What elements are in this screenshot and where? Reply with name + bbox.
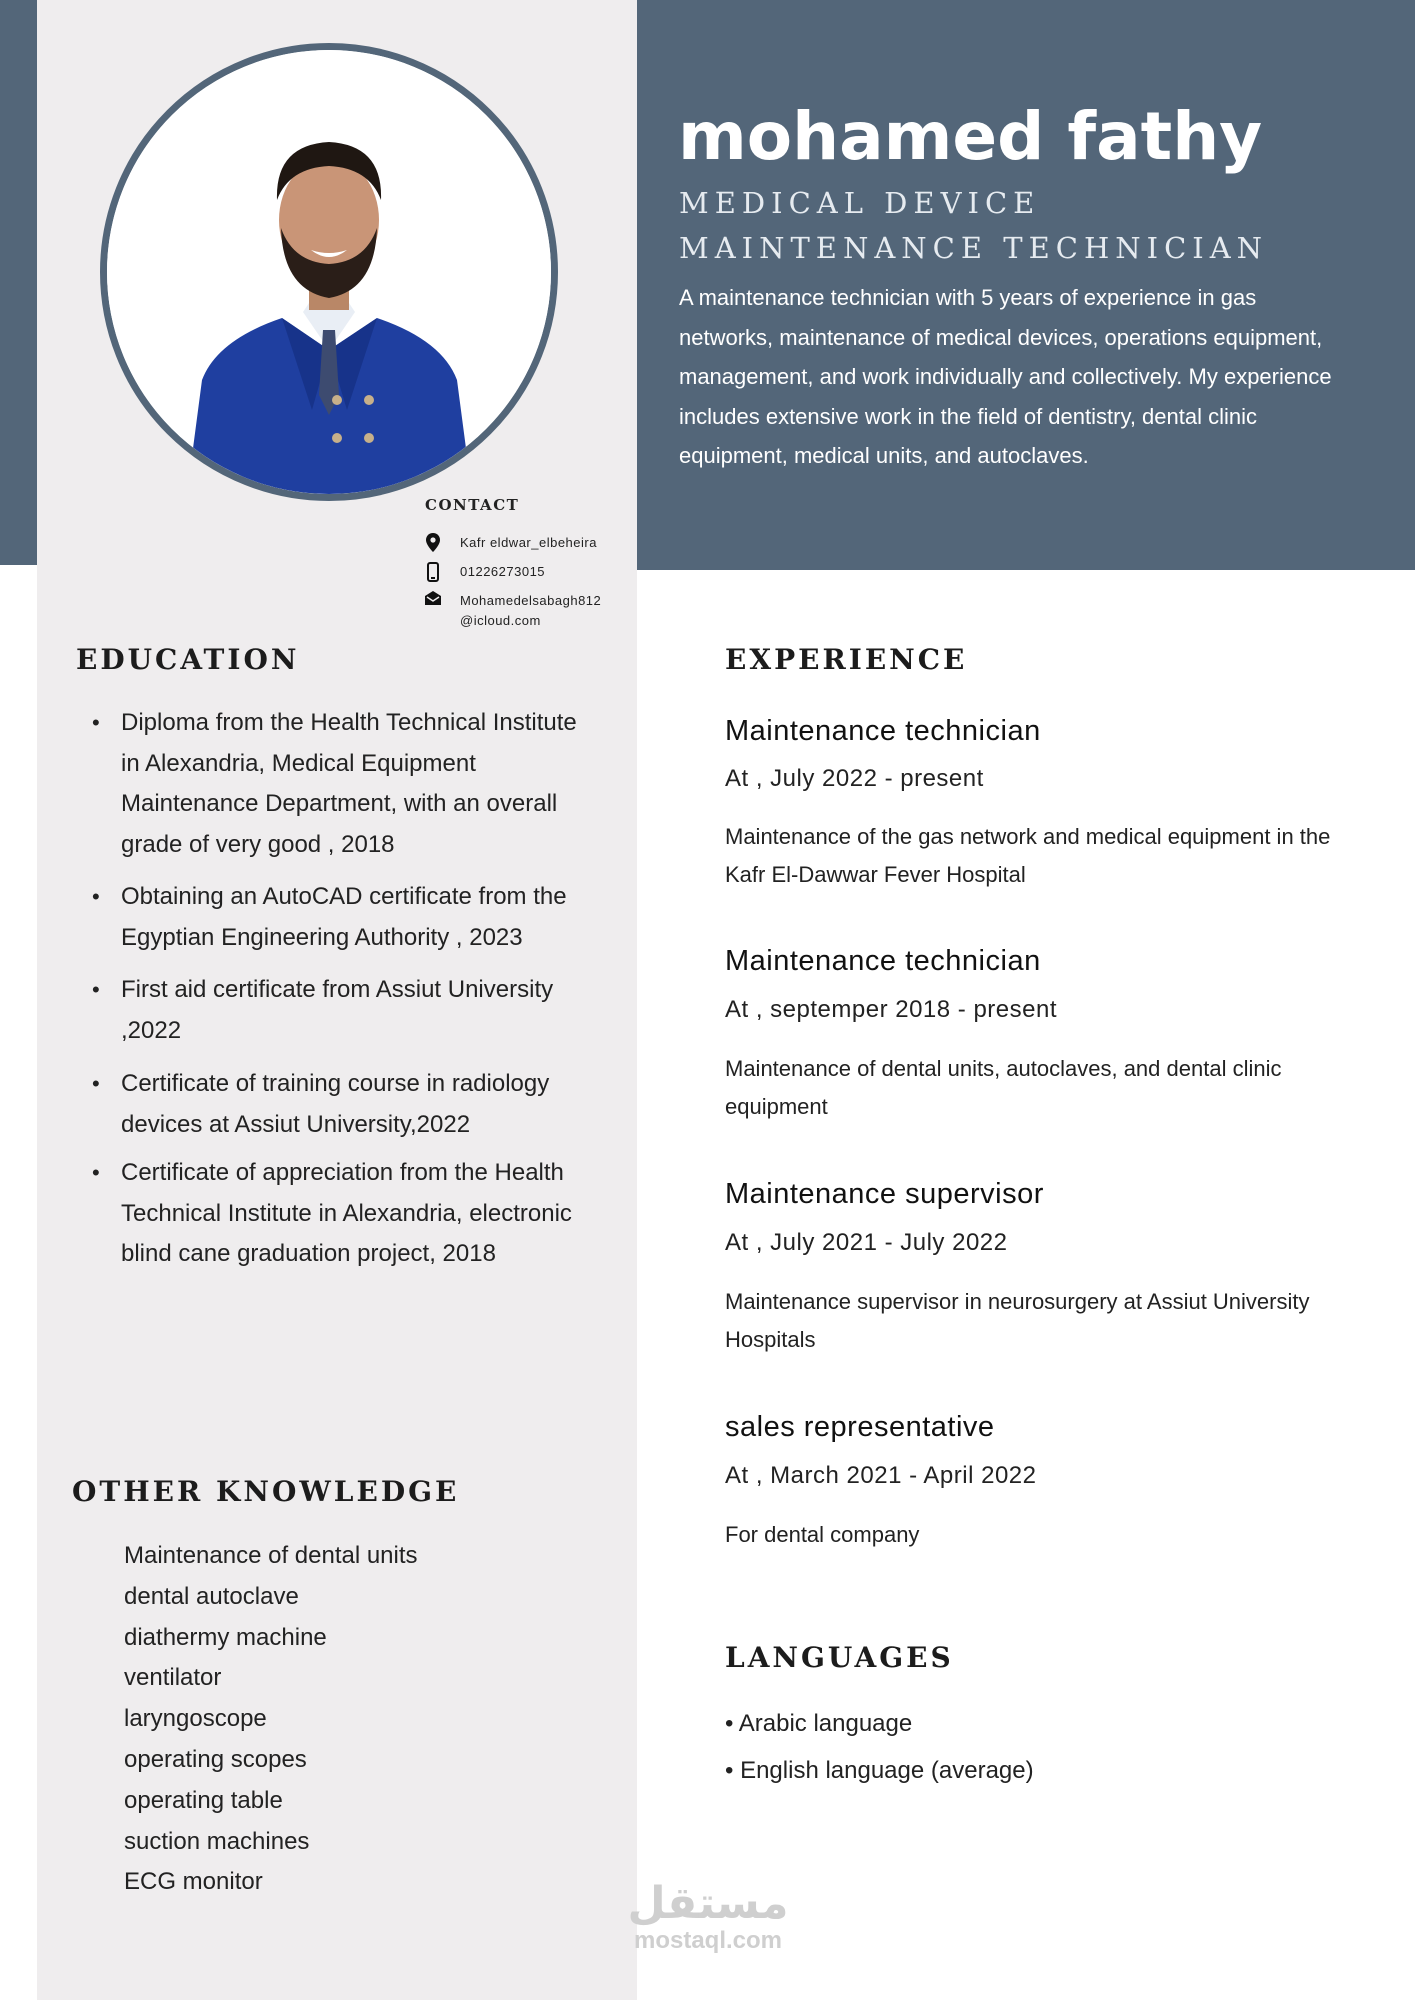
- knowledge-item: operating scopes: [124, 1745, 307, 1773]
- other-knowledge-heading: OTHER KNOWLEDGE: [72, 1475, 460, 1508]
- job-title-line-1: MEDICAL DEVICE: [679, 186, 1041, 220]
- experience-description: Maintenance of dental units, autoclaves, and dental clinic equipment: [725, 1056, 1282, 1119]
- job-title: [679, 181, 1268, 271]
- experience-title: Maintenance technician: [725, 715, 1041, 747]
- experience-date: At , March 2021 - April 2022: [725, 1462, 1037, 1489]
- languages-heading: LANGUAGES: [725, 1641, 954, 1674]
- knowledge-item: laryngoscope: [124, 1705, 267, 1733]
- profile-photo: [100, 43, 558, 501]
- knowledge-item: suction machines: [124, 1827, 310, 1855]
- profile-summary: A maintenance technician with 5 years of experience in gas networks, maintenance of medical devices, operations equipment, management, and work individually and collectively. My experience includes extensive work in the field of dentistry, dental clinic equipment, medical units, and autoclaves.: [679, 285, 1332, 468]
- experience-title: Maintenance technician: [725, 945, 1041, 977]
- job-title-line-2: MAINTENANCE TECHNICIAN: [679, 231, 1269, 265]
- watermark-logo: مستقل: [627, 1878, 789, 1929]
- experience-description: For dental company: [725, 1522, 920, 1547]
- experience-date: At , July 2022 - present: [725, 765, 984, 792]
- languages-list: [725, 1700, 1034, 1794]
- knowledge-item: dental autoclave: [124, 1582, 299, 1610]
- person-portrait-icon: [107, 50, 551, 494]
- location-pin-icon: [425, 533, 441, 553]
- mail-icon: [425, 591, 441, 611]
- experience-date: At , septemper 2018 - present: [725, 996, 1058, 1023]
- experience-title: Maintenance supervisor: [725, 1178, 1044, 1210]
- education-item: • Diploma from the Health Technical Institute in Alexandria, Medical Equipment Maintenance Department, with an overall grade of very good , 2018: [92, 703, 582, 865]
- language-item: • English language (average): [725, 1757, 1034, 1784]
- education-item: • First aid certificate from Assiut University ,2022: [92, 970, 582, 1051]
- knowledge-item: ventilator: [124, 1664, 222, 1692]
- contact-email[interactable]: [425, 591, 601, 631]
- knowledge-item: operating table: [124, 1786, 283, 1814]
- watermark-url: mostaql.com: [633, 1927, 783, 1954]
- contact-address: [425, 533, 597, 553]
- phone-icon: [425, 562, 441, 582]
- education-list: [92, 703, 582, 1275]
- knowledge-item: diathermy machine: [124, 1623, 327, 1651]
- phone-text: 01226273015: [460, 564, 546, 579]
- candidate-name: mohamed fathy: [678, 98, 1263, 175]
- experience-description: Maintenance supervisor in neurosurgery at Assiut University Hospitals: [725, 1289, 1310, 1352]
- knowledge-item: ECG monitor: [124, 1868, 263, 1896]
- education-heading: EDUCATION: [76, 643, 300, 676]
- contact-heading: CONTACT: [425, 496, 520, 514]
- left-accent-band: [0, 0, 37, 565]
- knowledge-list: [124, 1536, 418, 1903]
- knowledge-item: Maintenance of dental units: [124, 1542, 418, 1569]
- experience-heading: EXPERIENCE: [725, 643, 968, 676]
- contact-phone: [425, 562, 545, 582]
- experience-date: At , July 2021 - July 2022: [725, 1229, 1008, 1256]
- education-item: • Certificate of appreciation from the Health Technical Institute in Alexandria, electronic blind cane graduation project, 2018: [92, 1153, 582, 1275]
- experience-title: sales representative: [725, 1411, 995, 1443]
- email-text[interactable]: Mohamedelsabagh812 @icloud.com: [460, 593, 602, 628]
- watermark: [618, 1880, 798, 1954]
- education-item: • Obtaining an AutoCAD certificate from the Egyptian Engineering Authority , 2023: [92, 877, 582, 958]
- experience-description: Maintenance of the gas network and medical equipment in the Kafr El-Dawwar Fever Hospital: [725, 824, 1331, 887]
- education-item: • Certificate of training course in radiology devices at Assiut University,2022: [92, 1064, 582, 1145]
- address-text: Kafr eldwar_elbeheira: [460, 535, 597, 550]
- language-item: • Arabic language: [725, 1710, 913, 1737]
